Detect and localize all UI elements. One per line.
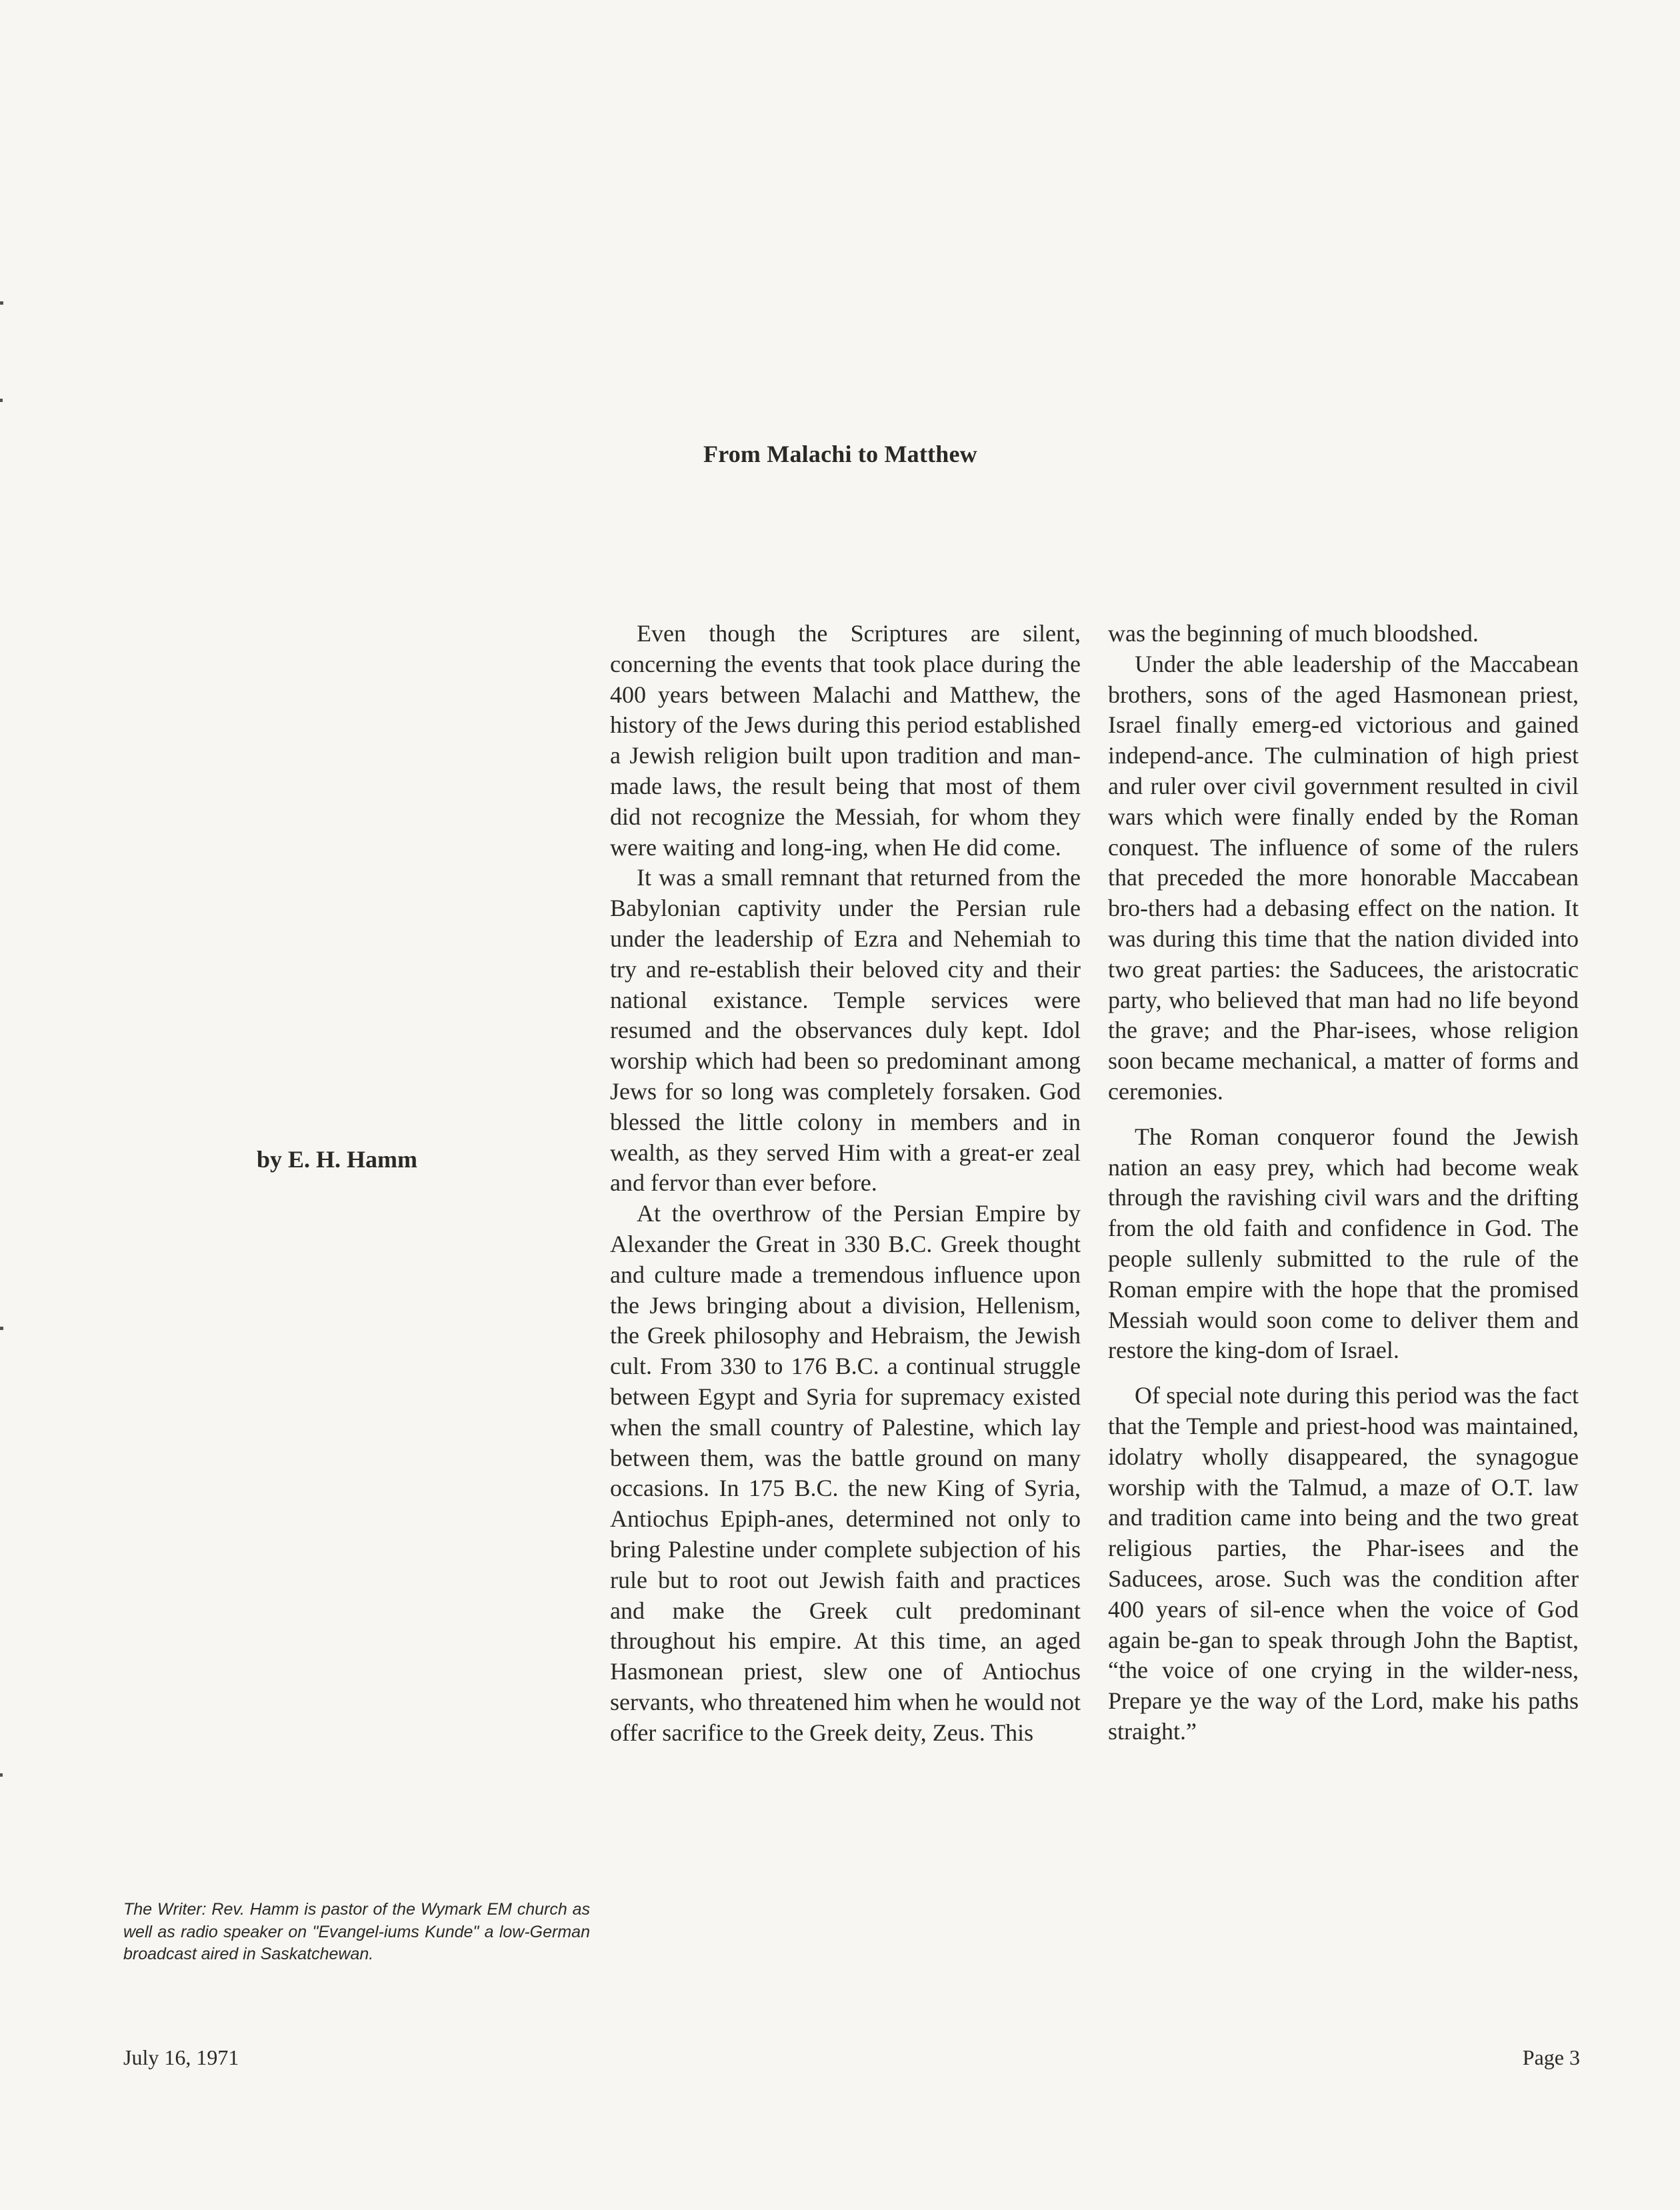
paragraph: Under the able leadership of the Maccabean brothers, sons of the aged Hasmonean priest, Israel finally emerg-ed victorious and gained independ-ance. The culmination of high priest and ruler over civil government resulted in civil wars which were finally ended by the Roman conquest. The influence of some of the rulers that preceded the more honorable Maccabean bro-thers had a debasing effect on the nation. It was during this time that the nation divided into two great parties: the Saducees, the aristocratic party, who believed that man had no life beyond the grave; and the Phar-isees, whose religion soon became mechanical, a matter of forms and ceremonies. <box>1108 650 1579 1105</box>
author-bio: The Writer: Rev. Hamm is pastor of the Wymark EM church as well as radio speaker on "Evangel-iums Kunde" a low-German broadcast aired in Saskatchewan. <box>123 1900 590 1963</box>
scan-mark <box>0 301 3 305</box>
scan-mark <box>0 1773 3 1777</box>
body-column-right <box>1108 619 1579 1747</box>
scan-mark <box>0 1327 3 1330</box>
paragraph: At the overthrow of the Persian Empire by Alexander the Great in 330 B.C. Greek thought and culture made a tremendous influence upon the Jews bringing about a division, Hellenism, the Greek philosophy and Hebraism, the Jewish cult. From 330 to 176 B.C. a continual struggle between Egypt and Syria for supremacy existed when the small country of Palestine, which lay between them, was the battle ground on many occasions. In 175 B.C. the new King of Syria, Antiochus Epiph-anes, determined not only to bring Palestine under complete subjection of his rule but to root out Jewish faith and practices and make the Greek cult predominant throughout his empire. At this time, an aged Hasmonean priest, slew one of Antiochus servants, who threatened him when he would not offer sacrifice to the Greek deity, Zeus. This <box>610 1200 1081 1746</box>
issue-date: July 16, 1971 <box>123 2045 239 2069</box>
author-byline: by E. H. Hamm <box>257 1146 418 1173</box>
article-title: From Malachi to Matthew <box>703 441 977 467</box>
paragraph: The Roman conqueror found the Jewish nation an easy prey, which had become weak through the ravishing civil wars and the drifting from the old faith and confidence in God. The people sullenly submitted to the rule of the Roman empire with the hope that the promised Messiah would soon come to deliver them and restore the king-dom of Israel. <box>1108 1123 1579 1364</box>
paragraph: Even though the Scriptures are silent, concerning the events that took place during the 400 years between Malachi and Matthew, the history of the Jews during this period established a Jewish religion built upon tradition and man-made laws, the result being that most of them did not recognize the Messiah, for whom they were waiting and long-ing, when He did come. <box>610 620 1081 861</box>
paragraph: was the beginning of much bloodshed. <box>1108 620 1479 647</box>
body-column-left <box>610 619 1081 1748</box>
page-number: Page 3 <box>1522 2045 1580 2069</box>
paragraph: It was a small remnant that returned from the Babylonian captivity under the Persian rule under the leadership of Ezra and Nehemiah to try and re-establish their beloved city and their national existance. Temple services were resumed and the observances duly kept. Idol worship which had been so predominant among Jews for so long was completely forsaken. God blessed the little colony in members and in wealth, as they served Him with a great-er zeal and fervor than ever before. <box>610 864 1081 1197</box>
scan-mark <box>0 399 3 402</box>
paragraph: Of special note during this period was the fact that the Temple and priest-hood was maintained, idolatry wholly disappeared, the synagogue worship with the Talmud, a maze of O.T. law and tradition came into being and the two great religious parties, the Phar-isees and the Saducees, arose. Such was the condition after 400 years of sil-ence when the voice of God again be-gan to speak through John the Baptist, “the voice of one crying in the wilder-ness, Prepare ye the way of the Lord, make his paths straight.” <box>1108 1382 1579 1745</box>
